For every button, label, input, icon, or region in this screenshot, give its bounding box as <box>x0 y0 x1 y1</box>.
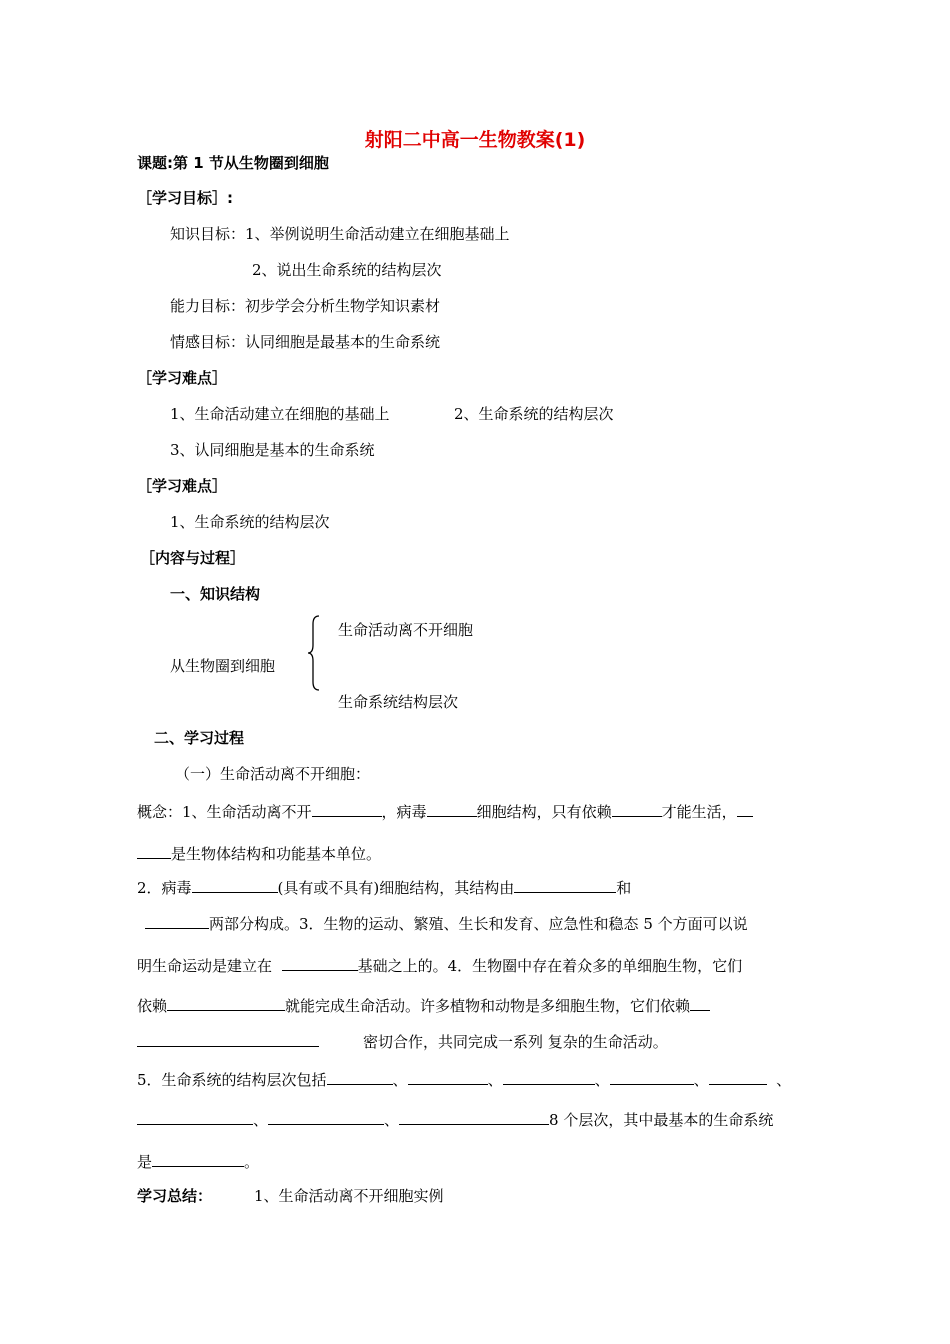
concept-line-7 <box>137 1030 668 1052</box>
fill-blank[interactable] <box>137 1030 319 1047</box>
difficulty-item-3: 3、认同细胞是基本的生命系统 <box>170 441 375 459</box>
summary-line <box>137 1186 444 1206</box>
fill-blank[interactable] <box>327 1068 393 1085</box>
concept-line-6 <box>137 994 710 1016</box>
structure-branch-1: 生命活动离不开细胞 <box>338 621 474 639</box>
summary-label: 学习总结： <box>137 1187 213 1205</box>
lesson-title: 课题:第 1 节从生物圈到细胞 <box>137 154 329 172</box>
brace-icon <box>306 614 322 692</box>
difficulty-item-2: 2、生命系统的结构层次 <box>454 405 614 423</box>
knowledge-item-2: 2、说出生命系统的结构层次 <box>252 261 442 279</box>
knowledge-label: 知识目标： <box>170 225 246 243</box>
content-heading: ［内容与过程］ <box>140 549 246 567</box>
separator: 、 <box>594 1071 610 1089</box>
concept-text: ，病毒 <box>381 803 427 821</box>
emotion-objective: 情感目标：认同细胞是最基本的生命系统 <box>170 333 441 351</box>
fill-blank[interactable] <box>408 1068 488 1085</box>
process-sub-1: （一）生命活动离不开细胞： <box>175 765 371 783</box>
concept-text: 明生命运动是建立在 <box>137 957 273 975</box>
separator: 、 <box>693 1071 709 1089</box>
fill-blank[interactable] <box>167 994 285 1011</box>
difficulty-heading-1: ［学习难点］ <box>137 369 228 387</box>
concept-text: 是 <box>137 1153 153 1171</box>
fill-blank[interactable] <box>152 1150 244 1167</box>
separator: 、 <box>392 1071 408 1089</box>
concept-text: 就能完成生命活动。许多植物和动物是多细胞生物，它们依赖 <box>285 997 691 1015</box>
fill-blank[interactable] <box>690 994 710 1011</box>
fill-blank[interactable] <box>610 1068 694 1085</box>
concept-text: 概念：1、生命活动离不开 <box>137 803 312 821</box>
knowledge-objective-line <box>170 224 510 244</box>
separator: 、 <box>384 1111 400 1129</box>
separator: 、 <box>253 1111 269 1129</box>
process-heading: 二、学习过程 <box>154 729 245 747</box>
knowledge-item-1: 1、举例说明生命活动建立在细胞基础上 <box>245 225 510 243</box>
concept-text: 才能生活， <box>661 803 737 821</box>
concept-text: 基础之上的。4．生物圈中存在着众多的单细胞生物，它们 <box>357 957 743 975</box>
concept-line-10 <box>137 1150 259 1172</box>
concept-text: 。 <box>244 1153 260 1171</box>
difficulty-heading-2: ［学习难点］ <box>137 477 228 495</box>
concept-text: 密切合作，共同完成一系列 复杂的生命活动。 <box>363 1033 668 1051</box>
difficulty-item-1: 1、生命活动建立在细胞的基础上 <box>170 405 390 423</box>
fill-blank[interactable] <box>282 954 358 971</box>
concept-text: 5．生命系统的结构层次包括 <box>137 1071 327 1089</box>
separator: 、 <box>776 1071 792 1089</box>
fill-blank[interactable] <box>514 876 616 893</box>
concept-text: (具有或不具有)细胞结构，其结构由 <box>277 879 515 897</box>
structure-heading: 一、知识结构 <box>170 585 261 603</box>
fill-blank[interactable] <box>709 1068 767 1085</box>
concept-line-4 <box>145 912 748 934</box>
fill-blank[interactable] <box>612 800 662 817</box>
concept-line-3 <box>137 876 631 898</box>
fill-blank[interactable] <box>145 912 209 929</box>
objectives-heading: ［学习目标］: <box>137 189 233 207</box>
fill-blank[interactable] <box>737 800 753 817</box>
summary-item-1: 1、生命活动离不开细胞实例 <box>254 1187 444 1205</box>
fill-blank[interactable] <box>137 842 171 859</box>
concept-line-1 <box>137 800 753 822</box>
fill-blank[interactable] <box>192 876 278 893</box>
difficulty-2-item-1: 1、生命系统的结构层次 <box>170 513 330 531</box>
concept-line-5 <box>137 954 742 976</box>
concept-line-8 <box>137 1068 791 1090</box>
fill-blank[interactable] <box>503 1068 595 1085</box>
separator: 、 <box>487 1071 503 1089</box>
concept-line-9 <box>137 1108 773 1130</box>
structure-branch-2: 生命系统结构层次 <box>338 693 459 711</box>
fill-blank[interactable] <box>427 800 477 817</box>
fill-blank[interactable] <box>312 800 382 817</box>
page-title: 射阳二中高一生物教案(1) <box>364 129 586 151</box>
fill-blank[interactable] <box>268 1108 384 1125</box>
concept-text: 依赖 <box>137 997 168 1015</box>
concept-text: 8 个层次，其中最基本的生命系统 <box>549 1111 774 1129</box>
ability-objective: 能力目标：初步学会分析生物学知识素材 <box>170 297 441 315</box>
fill-blank[interactable] <box>137 1108 253 1125</box>
structure-root: 从生物圈到细胞 <box>170 657 276 675</box>
concept-text: 两部分构成。3．生物的运动、繁殖、生长和发育、应急性和稳态 5 个方面可以说 <box>209 915 748 933</box>
concept-text: 细胞结构，只有依赖 <box>476 803 612 821</box>
concept-text: 是生物体结构和功能基本单位。 <box>171 845 382 863</box>
fill-blank[interactable] <box>399 1108 549 1125</box>
concept-line-2 <box>137 842 381 864</box>
concept-text: 和 <box>616 879 632 897</box>
concept-text: 2．病毒 <box>137 879 192 897</box>
